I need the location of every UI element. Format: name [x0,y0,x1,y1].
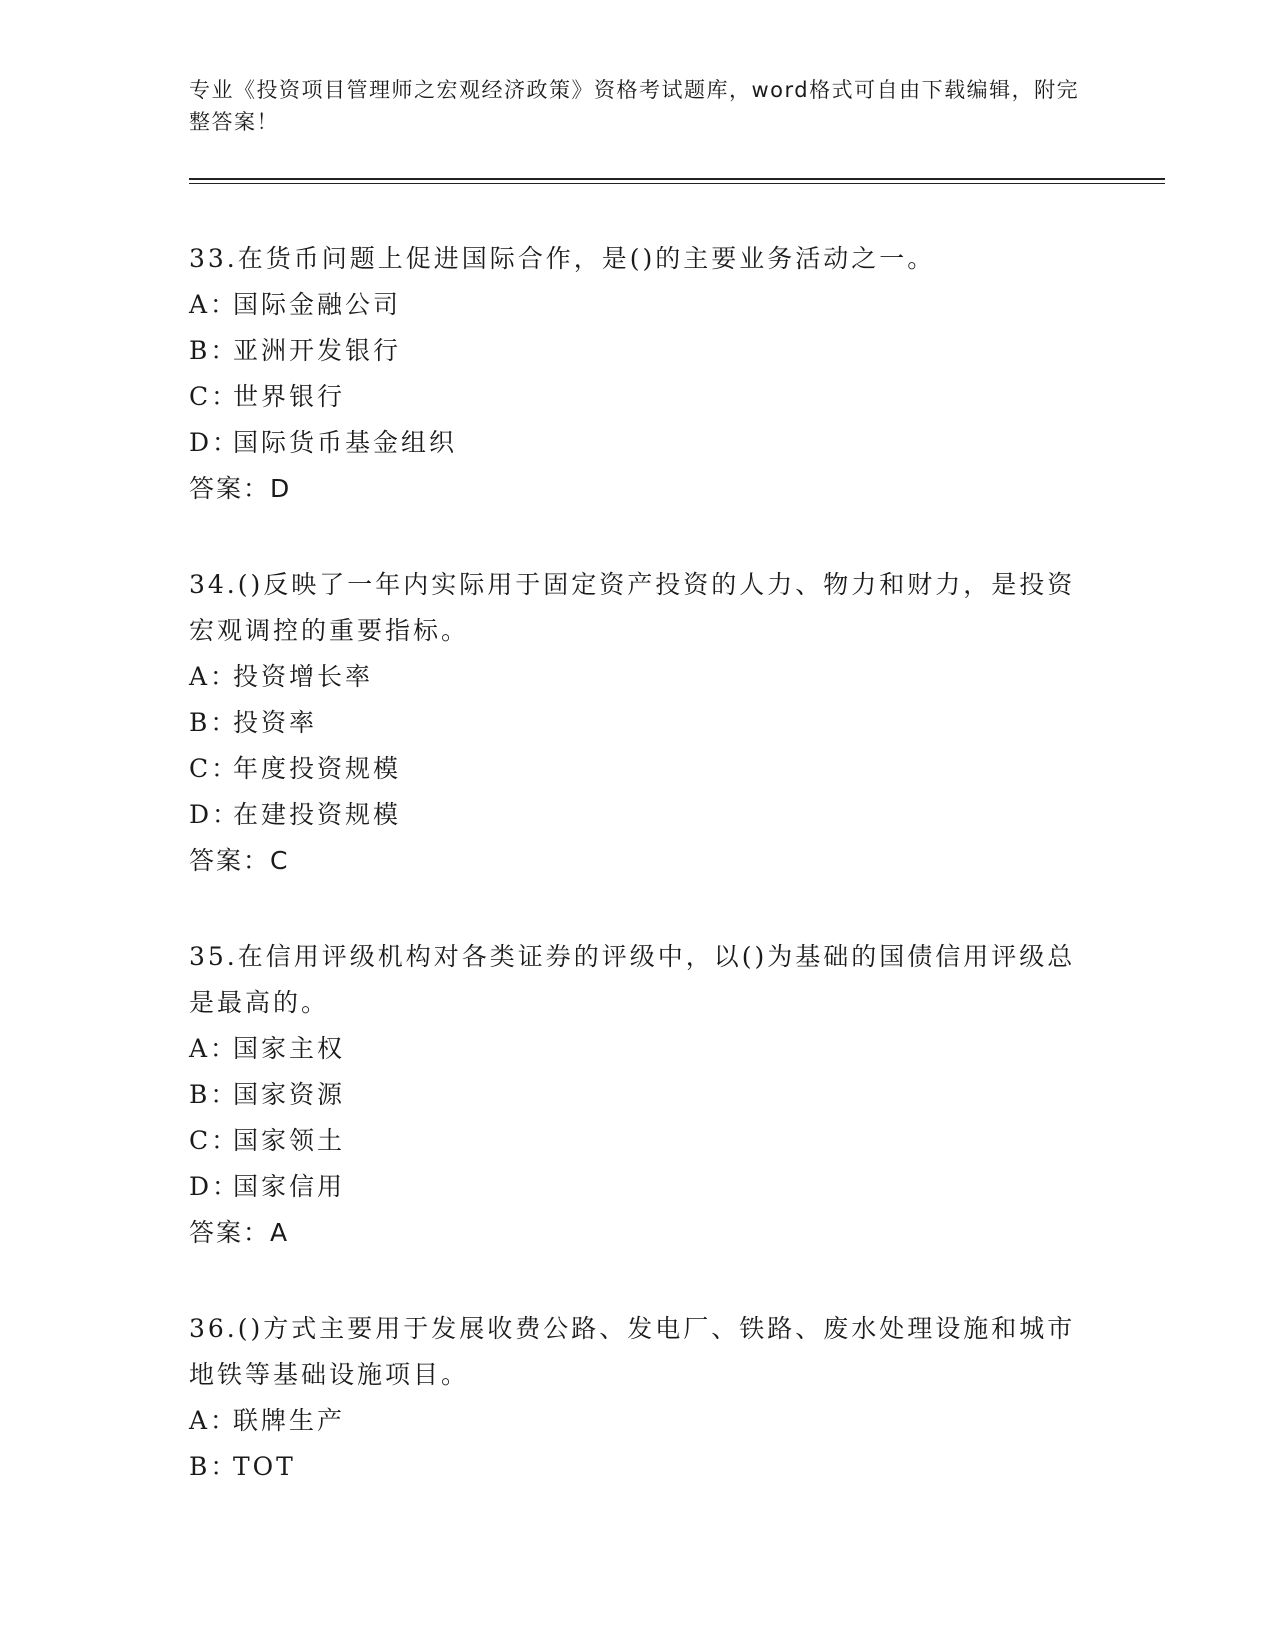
option-a [189,282,1089,328]
option-key: C： [189,754,240,783]
option-text: 年度投资规模 [233,754,402,783]
answer-value: D [270,474,292,503]
answer-value: C [270,846,290,875]
option-key: B： [189,1080,239,1109]
header-text: 专业《投资项目管理师之宏观经济政策》资格考试题库，word格式可自由下载编辑，附完整答案！ [189,78,1080,134]
question-stem: 35.在信用评级机构对各类证券的评级中，以()为基础的国债信用评级总是最高的。 [189,942,1076,1017]
option-key: A： [189,1406,239,1435]
option-text: 世界银行 [233,382,346,411]
option-text: TOT [233,1452,296,1481]
answer-label: 答案： [189,1218,271,1247]
option-text: 亚洲开发银行 [233,336,402,365]
answer-line [189,1210,1089,1256]
option-text: 在建投资规模 [233,800,402,829]
option-key: B： [189,708,239,737]
option-b [189,1444,1089,1490]
option-text: 投资增长率 [233,662,374,691]
option-text: 国际货币基金组织 [233,428,458,457]
option-key: D： [189,1172,241,1201]
option-c [189,374,1089,420]
header-divider-thin [189,183,1165,184]
option-text: 国家领土 [233,1126,346,1155]
option-c [189,1118,1089,1164]
option-key: A： [189,290,239,319]
option-b [189,1072,1089,1118]
option-key: A： [189,1034,239,1063]
option-a [189,1026,1089,1072]
option-text: 国家资源 [233,1080,346,1109]
option-key: D： [189,800,241,829]
document-header [189,74,1089,138]
header-divider-thick [189,178,1165,180]
question-list [189,236,1089,1540]
option-text: 国家信用 [233,1172,346,1201]
option-text: 国际金融公司 [233,290,402,319]
answer-value: A [270,1218,290,1247]
option-text: 联牌生产 [233,1406,346,1435]
option-a [189,1398,1089,1444]
option-key: C： [189,1126,240,1155]
answer-line [189,838,1089,884]
option-key: B： [189,336,239,365]
question-36 [189,1306,1089,1490]
option-key: A： [189,662,239,691]
option-key: D： [189,428,241,457]
option-a [189,654,1089,700]
option-b [189,328,1089,374]
option-d [189,792,1089,838]
option-c [189,746,1089,792]
option-key: B： [189,1452,239,1481]
question-33 [189,236,1089,512]
option-b [189,700,1089,746]
answer-label: 答案： [189,846,271,875]
question-34 [189,562,1089,884]
option-text: 国家主权 [233,1034,346,1063]
question-stem: 36.()方式主要用于发展收费公路、发电厂、铁路、废水处理设施和城市地铁等基础设施项目。 [189,1314,1076,1389]
option-key: C： [189,382,240,411]
question-stem: 33.在货币问题上促进国际合作，是()的主要业务活动之一。 [189,244,936,273]
answer-label: 答案： [189,474,271,503]
question-stem: 34.()反映了一年内实际用于固定资产投资的人力、物力和财力，是投资宏观调控的重要指标。 [189,570,1076,645]
question-35 [189,934,1089,1256]
option-d [189,420,1089,466]
option-d [189,1164,1089,1210]
answer-line [189,466,1089,512]
option-text: 投资率 [233,708,318,737]
